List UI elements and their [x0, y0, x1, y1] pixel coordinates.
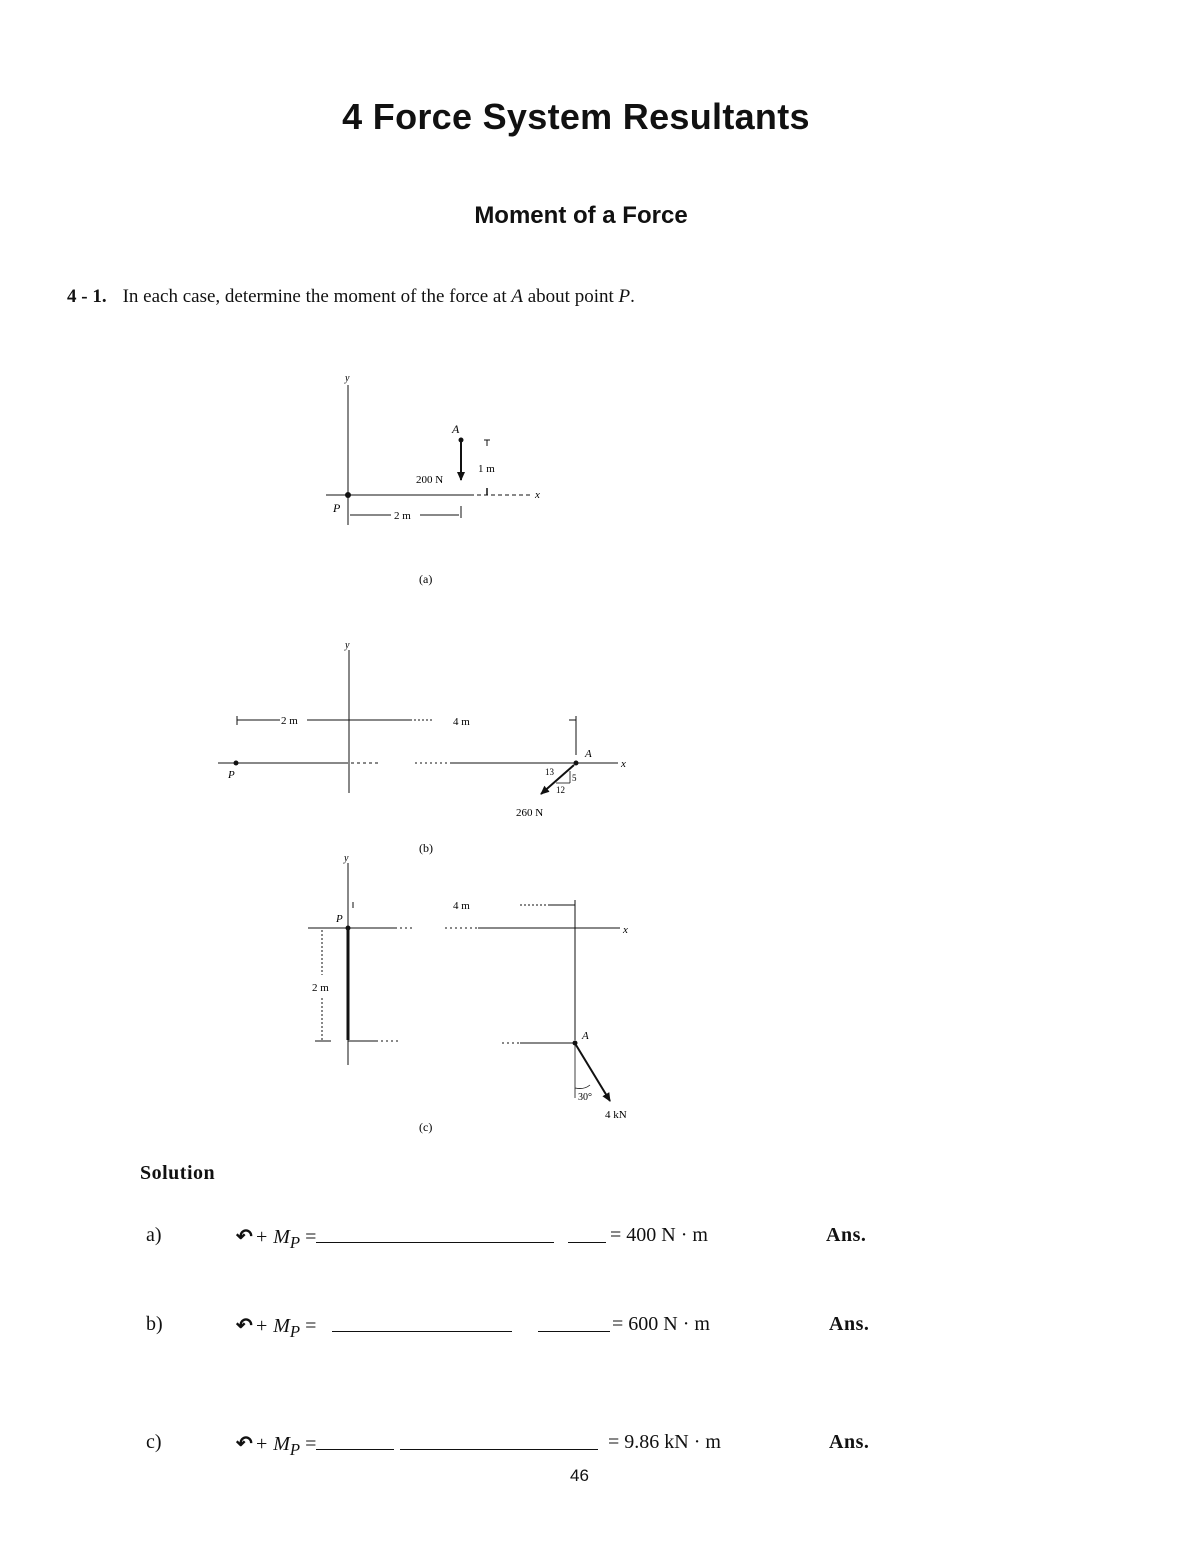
- fig-a-x-label: x: [535, 489, 540, 501]
- answer-blank-line-2: [400, 1449, 598, 1450]
- fig-b-p-label: P: [228, 769, 235, 781]
- moment-equation-lhs: ↶ + $M_P$ =: [236, 1315, 317, 1341]
- answer-result: = 9.86 kN · m: [608, 1431, 721, 1453]
- fig-b-slope-vert: 5: [572, 773, 577, 783]
- answer-blank-line: [316, 1449, 394, 1450]
- fig-b-point-p: [234, 761, 239, 766]
- fig-c-force-label: 4 kN: [605, 1109, 627, 1121]
- answer-ans-label: Ans.: [829, 1431, 870, 1453]
- answer-blank-line-2: [538, 1331, 610, 1332]
- problem-number: 4 - 1.: [67, 286, 107, 307]
- fig-b-dim-left: 2 m: [281, 715, 298, 727]
- fig-c-point-p: [346, 926, 351, 931]
- fig-c-y-label: y: [344, 853, 349, 864]
- fig-c-dim-horizontal: 4 m: [453, 900, 470, 912]
- fig-c-angle: 30°: [578, 1092, 592, 1103]
- answer-blank-line: [332, 1331, 512, 1332]
- answer-result: = 600 N · m: [612, 1313, 710, 1335]
- page-number: 46: [570, 1466, 589, 1485]
- fig-c-p-label: P: [336, 913, 343, 925]
- fig-b-dim-right: 4 m: [453, 716, 470, 728]
- problem-point-p: P: [618, 286, 631, 307]
- fig-c-caption: (c): [419, 1120, 433, 1134]
- section-title: Moment of a Force: [474, 202, 688, 229]
- answer-row-b: [0, 1313, 1200, 1353]
- fig-c-a-label: A: [582, 1030, 589, 1042]
- problem-point-a: A: [511, 286, 523, 307]
- counterclockwise-arrow-icon: ↶: [236, 1226, 253, 1248]
- fig-b-y-label: y: [345, 640, 350, 651]
- answer-row-a: [0, 1224, 1200, 1264]
- answer-label: c): [146, 1431, 162, 1453]
- moment-equation-lhs: ↶ + $M_P$ =: [236, 1433, 317, 1459]
- fig-b-slope-horiz: 12: [556, 785, 565, 795]
- answer-result: = 400 N · m: [610, 1224, 708, 1246]
- fig-a-p-label: P: [333, 501, 341, 515]
- fig-a-dim-vertical: 1 m: [478, 463, 495, 475]
- answer-label: a): [146, 1224, 162, 1246]
- counterclockwise-arrow-icon: ↶: [236, 1315, 253, 1337]
- fig-b-point-a: [574, 761, 579, 766]
- answer-ans-label: Ans.: [829, 1313, 870, 1335]
- fig-c-dim-vertical: 2 m: [312, 982, 329, 994]
- fig-c-x-label: x: [623, 924, 628, 936]
- fig-a-caption: (a): [419, 572, 433, 586]
- figure-c: [308, 853, 628, 1134]
- problem-text-end: .: [630, 286, 635, 307]
- answer-ans-label: Ans.: [826, 1224, 867, 1246]
- fig-a-dim-horizontal: 2 m: [394, 510, 411, 522]
- fig-b-caption: (b): [419, 841, 433, 855]
- fig-a-force-label: 200 N: [416, 474, 444, 486]
- fig-a-point-a: [459, 438, 464, 443]
- fig-b-slope-hyp: 13: [545, 767, 554, 777]
- fig-b-x-label: x: [621, 758, 626, 770]
- problem-text-prefix: In each case, determine the moment of the force at: [122, 286, 507, 307]
- moment-equation-lhs: ↶ + $M_P$ =: [236, 1226, 317, 1252]
- figure-b: [218, 640, 626, 855]
- solution-heading: Solution: [140, 1162, 216, 1184]
- figure-a: [326, 373, 540, 586]
- chapter-title: 4 Force System Resultants: [342, 96, 810, 137]
- fig-b-a-label: A: [585, 748, 592, 760]
- fig-c-angle-arc: [575, 1085, 590, 1089]
- answer-blank-line: [316, 1242, 554, 1243]
- fig-a-y-label: y: [345, 373, 350, 384]
- answer-label: b): [146, 1313, 163, 1335]
- answer-blank-line-2: [568, 1242, 606, 1243]
- fig-a-point-p: [345, 492, 351, 498]
- counterclockwise-arrow-icon: ↶: [236, 1433, 253, 1455]
- problem-text-mid: about point: [527, 286, 614, 307]
- answer-row-c: [0, 1431, 1200, 1471]
- fig-b-force-label: 260 N: [516, 807, 544, 819]
- fig-a-a-label: A: [452, 422, 460, 436]
